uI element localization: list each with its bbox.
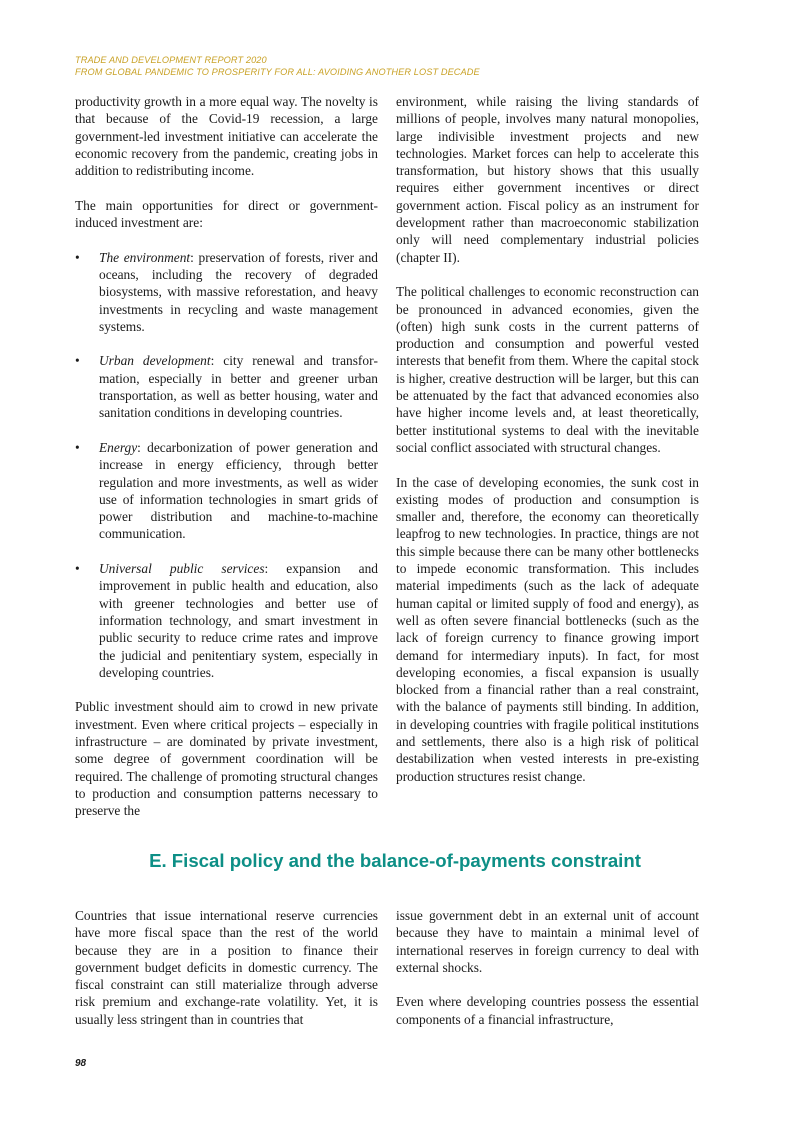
paragraph: Countries that issue international reserve currencies have more fiscal space than the rest of the world because they are in a position to finance their government budget deficits in domestic currency. The fiscal constraint can still materialize through adverse risk premium and exchange-rate volatility. Yet, it is usually less stringent than in countries that (75, 908, 378, 1027)
page-number: 98 (75, 1058, 87, 1069)
list-item-text: : expansion and improvement in public health and education, also with greener technologies and better use of information technology, and smart investment in public security to reduce crime rates and improve the judicial and penitentiary system, especially in developing countries. (99, 561, 378, 680)
bullet-icon: • (75, 439, 80, 455)
right-column-bottom (396, 907, 699, 1028)
right-column-top (396, 93, 699, 785)
left-column-top (75, 93, 378, 819)
paragraph: In the case of developing economies, the sunk cost in existing modes of production and consumption is smaller and, therefore, the economy can theoretically leapfrog to new technologies. In practice, things are not this simple because there can be many other bottlenecks to impede economic transformation. This includes material impediments (such as the lack of adequate human capital or limited supply of food and energy), as well as often severe financial bottlenecks (such as the lack of foreign currency to finance growing import demand for intermediary inputs). In fact, for most developing economies, a fiscal expansion is usually blocked from a financial rather than a real constraint, with the balance of payments still binding. In addition, in developing countries with fragile political institutions and settlements, there also is a high risk of political destabilization when vested interests in pre-existing production structures resist change. (396, 474, 699, 784)
list-item-text: : decarbonization of power generation and increase in energy efficiency, through better regulation and more investments, as well as wider use of information technologies in smart grids of power distribution and machine-to-machine communication. (99, 439, 378, 542)
list-item (75, 439, 378, 543)
bullet-icon: • (75, 353, 80, 369)
section-heading: E. Fiscal policy and the balance-of-payments constraint (149, 850, 641, 871)
paragraph: productivity growth in a more equal way. The novelty is that because of the Covid-19 recession, a large government-led investment initiative can accelerate the economic recovery from the pandemic, creating jobs in addition to redistributing income. (75, 94, 378, 179)
list-item (75, 249, 378, 335)
paragraph: environment, while raising the living standards of millions of people, involves many natural monopolies, large indivisible investment projects and new technologies. Market forces can help to accelerate this transformation, but history shows that this usually requires either government incentives or direct government action. Fiscal policy as an instrument for development rather than macroeconomic stabilization only will need complementary industrial policies (chapter II). (396, 94, 699, 265)
list-item (75, 352, 378, 421)
report-title: TRADE AND DEVELOPMENT REPORT 2020 (75, 55, 267, 65)
paragraph: The main opportunities for direct or government-induced investment are: (75, 197, 378, 231)
paragraph: issue government debt in an external unit of account because they have to maintain a minimal level of international reserves in foreign currency to deal with external shocks. (396, 908, 699, 975)
left-column-bottom (75, 907, 378, 1028)
report-subtitle: FROM GLOBAL PANDEMIC TO PROSPERITY FOR ALL: AVOIDING ANOTHER LOST DECADE (75, 67, 480, 77)
list-item-term: Energy (99, 439, 138, 455)
bullet-icon: • (75, 249, 80, 265)
list-item-term: Universal public services (99, 561, 265, 577)
paragraph: Public investment should aim to crowd in new private investment. Even where critical projects – especially in infrastructure – are dominated by private investment, some degree of government coordination will be required. The challenge of promoting structural changes to production and consumption patterns necessary to preserve the (75, 699, 378, 819)
running-header (75, 54, 715, 78)
bullet-icon: • (75, 561, 80, 577)
paragraph: The political challenges to economic reconstruction can be pronounced in advanced economies, given the (often) high sunk costs in the current patterns of production and consumption and powerful vested interests that benefit from them. Where the capital stock is higher, creative destruction will be larger, but this can be attenuated by the fact that advanced economies also have higher income levels and, at least theoretically, better institutional systems to deal with the inevitable social conflict associated with structural changes. (396, 284, 699, 455)
list-item-term: Urban development (99, 353, 211, 369)
opportunities-list (75, 249, 378, 681)
paragraph: Even where developing countries possess the essential components of a financial infrastructure, (396, 994, 699, 1027)
list-item-term: The environment (99, 249, 191, 265)
list-item (75, 560, 378, 681)
list-item-text: : city renewal and transformation, especially in better and greener urban transportation, as well as better housing, water and sanitation conditions in developing countries. (99, 353, 379, 421)
list-item-text: : preservation of forests, river and oceans, including the recovery of degraded biosystems, with massive reforestation, and heavy investments in recycling and waste management systems. (99, 249, 378, 334)
